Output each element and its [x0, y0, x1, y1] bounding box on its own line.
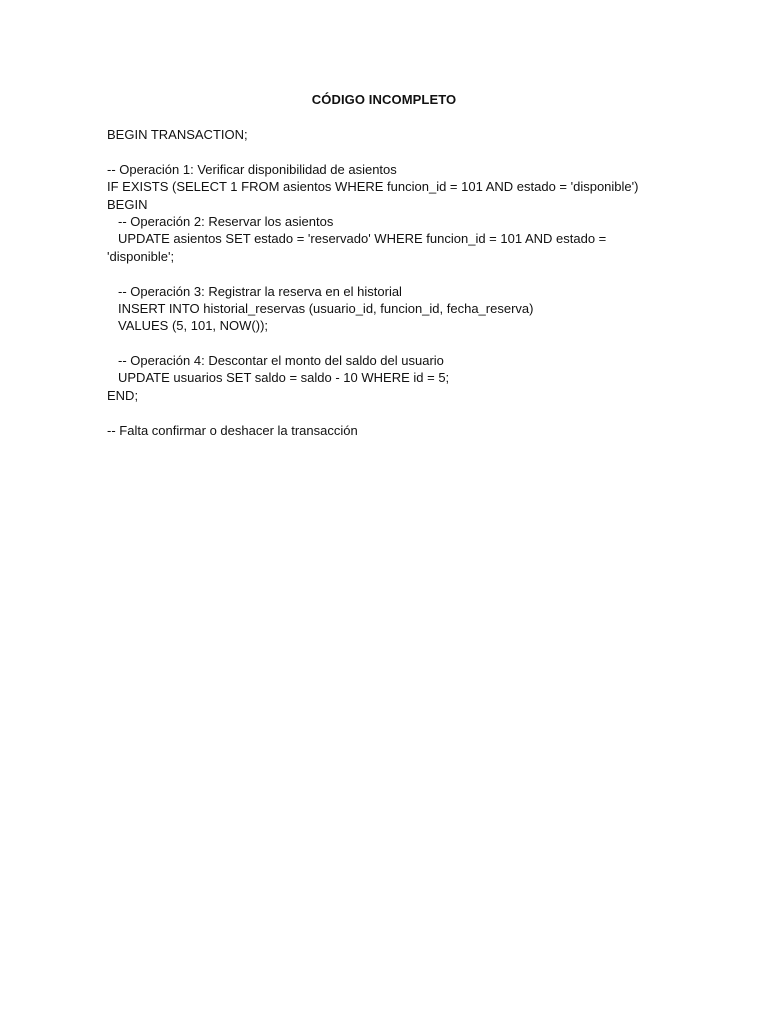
code-line-if-exists: IF EXISTS (SELECT 1 FROM asientos WHERE funcion_id = 101 AND estado = 'disponible') [107, 179, 639, 195]
document-title: CÓDIGO INCOMPLETO [311, 92, 457, 107]
code-line-insert-historial: INSERT INTO historial_reservas (usuario_id, funcion_id, fecha_reserva) [118, 300, 534, 316]
code-comment-operation-2: -- Operación 2: Reservar los asientos [118, 213, 334, 229]
code-line-end: END; [107, 387, 139, 403]
code-line-update-asientos-continued: 'disponible'; [107, 248, 175, 264]
code-line-begin-transaction: BEGIN TRANSACTION; [107, 127, 248, 142]
code-comment-operation-1: -- Operación 1: Verificar disponibilidad de asientos [107, 161, 397, 177]
code-line-values: VALUES (5, 101, NOW()); [118, 318, 269, 334]
code-line-begin: BEGIN [107, 196, 148, 212]
blank-line [107, 143, 647, 160]
code-line-update-asientos: UPDATE asientos SET estado = 'reservado' WHERE funcion_id = 101 AND estado = [118, 231, 607, 247]
blank-line [107, 404, 647, 421]
blank-line [107, 265, 647, 282]
code-comment-operation-3: -- Operación 3: Registrar la reserva en el historial [118, 283, 402, 299]
code-comment-operation-4: -- Operación 4: Descontar el monto del saldo del usuario [118, 353, 444, 369]
code-comment-missing-commit: -- Falta confirmar o deshacer la transacción [107, 422, 358, 438]
code-line-update-usuarios: UPDATE usuarios SET saldo = saldo - 10 WHERE id = 5; [118, 370, 450, 386]
blank-line [107, 335, 647, 352]
sql-code-block [107, 126, 647, 439]
